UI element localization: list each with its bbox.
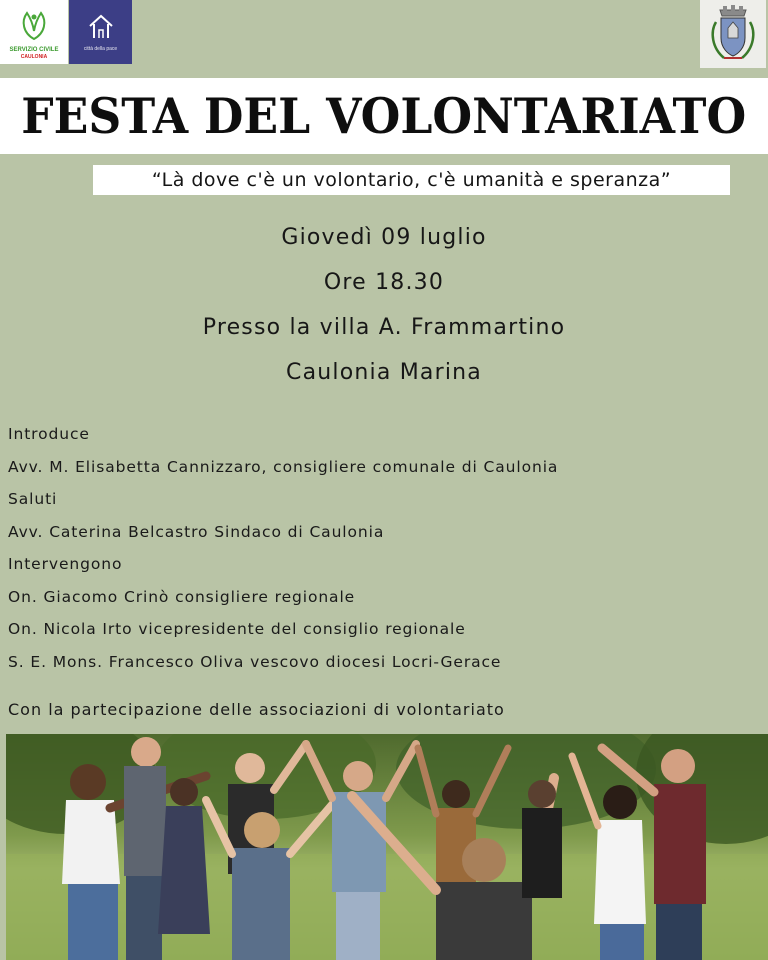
quote-text: “Là dove c'è un volontario, c'è umanità e speranza” — [151, 169, 672, 191]
event-place: Presso la villa A. Frammartino — [202, 315, 566, 340]
logo-left-1-line1: SERVIZIO CIVILE — [9, 47, 59, 53]
volunteers-photo — [6, 734, 768, 960]
event-town: Caulonia Marina — [286, 360, 482, 385]
program-item: Saluti — [8, 490, 58, 508]
closing-text: Con la partecipazione delle associazioni di volontariato — [8, 700, 505, 719]
servizio-civile-logo — [0, 0, 68, 64]
logo-left-2-text: città della pace — [83, 46, 118, 52]
program-item: Intervengono — [8, 555, 123, 573]
title-banner — [0, 78, 768, 154]
program-item: Avv. Caterina Belcastro Sindaco di Caulonia — [8, 522, 385, 541]
crest-icon — [706, 4, 760, 64]
program-item: Avv. M. Elisabetta Cannizzaro, consigliere comunale di Caulonia — [8, 457, 559, 476]
program-item: Introduce — [8, 425, 90, 443]
program-list — [8, 423, 758, 683]
event-details — [0, 222, 768, 402]
butterfly-icon — [19, 9, 49, 43]
logo-left-1-line2: CAULONIA — [20, 54, 48, 60]
event-date: Giovedì 09 luglio — [281, 225, 487, 250]
program-item: On. Giacomo Crinò consigliere regionale — [8, 587, 356, 606]
program-item: S. E. Mons. Francesco Oliva vescovo diocesi Locri-Gerace — [8, 652, 502, 671]
citta-della-pace-logo — [69, 0, 132, 64]
event-time: Ore 18.30 — [323, 270, 445, 295]
house-icon — [86, 12, 116, 42]
town-crest-logo — [700, 0, 766, 68]
page-title: FESTA DEL VOLONTARIATO — [21, 87, 747, 145]
program-item: On. Nicola Irto vicepresidente del consiglio regionale — [8, 620, 466, 638]
quote-banner — [93, 165, 730, 195]
